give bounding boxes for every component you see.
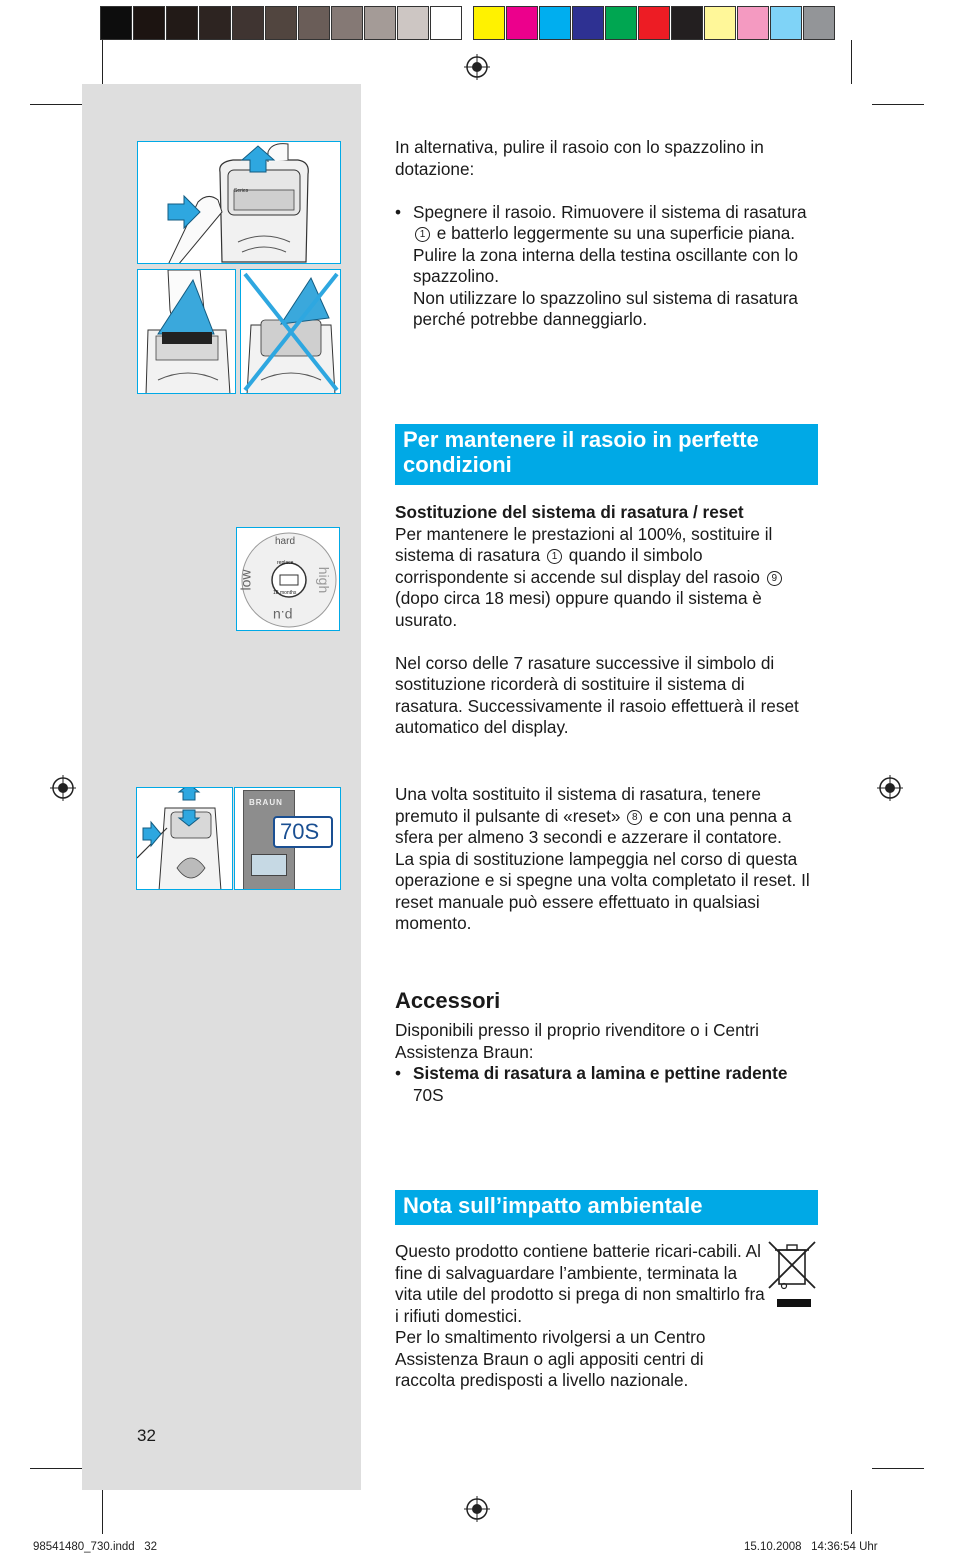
dial-label-months: 18 months: [273, 590, 297, 596]
page-number: 32: [137, 1426, 156, 1445]
dial-label-pu: p.u: [273, 608, 293, 624]
product-code: 70S: [280, 819, 320, 844]
brand-logo: BRAUN: [249, 798, 283, 807]
crop-mark: [872, 1468, 924, 1469]
color-swatch: [298, 6, 330, 40]
crop-mark: [872, 104, 924, 105]
dial-label-low: low: [237, 569, 254, 591]
crop-mark: [102, 40, 103, 84]
crop-mark: [30, 104, 82, 105]
paragraph: Disponibili presso il proprio rivenditore o i Centri Assistenza Braun:: [395, 1020, 759, 1062]
section-title: Nota sull’impatto ambientale: [403, 1193, 703, 1218]
crop-mark: [30, 1468, 82, 1469]
section-title: Accessori: [395, 988, 501, 1013]
crop-mark: [851, 1490, 852, 1534]
circled-number-icon: 1: [415, 227, 430, 242]
paragraph: Questo prodotto contiene batterie ricari-cabili. Al fine di salvaguardare l’ambiente, terminata la vita utile del prodotto si prega di non smaltirlo fra i rifiuti domestici.: [395, 1241, 765, 1326]
dial-label-replace: replace: [277, 560, 294, 566]
section-environment: [395, 1241, 765, 1392]
bullet-text: e batterlo leggermente su una superficie piana. Pulire la zona interna della testina oscillante con lo spazzolino.: [413, 223, 799, 286]
paragraph: Per lo smaltimento rivolgersi a un Centro Assistenza Braun o agli appositi centri di raccolta predisposti a livello nazionale.: [395, 1327, 706, 1390]
paragraph-text: (dopo circa 18 mesi) oppure quando il sistema è usurato.: [395, 588, 762, 630]
color-swatch: [770, 6, 802, 40]
printer-color-bar: [100, 6, 836, 42]
section-accessories: [395, 986, 817, 1106]
package-foil: [251, 854, 287, 876]
reset-illustration: [137, 788, 233, 890]
crop-mark: [851, 40, 852, 84]
crossed-brush-illustration: [241, 270, 341, 394]
color-swatch: [473, 6, 505, 40]
color-swatch: [265, 6, 297, 40]
registration-mark-icon: [464, 54, 490, 80]
crossed-bin-icon: [767, 1240, 817, 1312]
color-swatch: [199, 6, 231, 40]
color-swatch: [605, 6, 637, 40]
color-swatch: [364, 6, 396, 40]
figure-brush-clean: [137, 269, 236, 394]
registration-mark-icon: [464, 1496, 490, 1522]
color-swatch: [331, 6, 363, 40]
color-swatch: [232, 6, 264, 40]
subheading: Sostituzione del sistema di rasatura / reset: [395, 502, 744, 522]
color-swatch: [100, 6, 132, 40]
color-swatch: [539, 6, 571, 40]
color-bar-gap: [463, 6, 473, 42]
section-replacement: [395, 502, 817, 739]
section-heading-bar: [395, 1190, 818, 1225]
color-swatch: [133, 6, 165, 40]
figure-brush-forbidden: [240, 269, 341, 394]
color-swatch: [506, 6, 538, 40]
paragraph-text: Una volta sostituito il sistema di rasatura, tenere premuto il pulsante di «reset»: [395, 784, 761, 826]
color-swatch: [704, 6, 736, 40]
circled-number-icon: 8: [627, 810, 642, 825]
intro-paragraph: In alternativa, pulire il rasoio con lo spazzolino in dotazione:: [395, 137, 764, 179]
dial-label-hard: hard: [275, 536, 296, 547]
color-swatch: [671, 6, 703, 40]
figure-reset-button: [136, 787, 233, 890]
list-item: [395, 202, 817, 331]
figure-replace-display: [236, 527, 340, 631]
section-reset: [395, 784, 817, 935]
figure-product-package: [234, 787, 341, 890]
circled-number-icon: 9: [767, 571, 782, 586]
circled-number-icon: 1: [547, 549, 562, 564]
figure-remove-head: [137, 141, 341, 264]
paragraph: [395, 784, 817, 849]
color-swatch: [803, 6, 835, 40]
color-swatch: [166, 6, 198, 40]
series-label: Series: [234, 188, 249, 194]
footer-file: 98541480_730.indd 32: [33, 1541, 158, 1553]
color-swatch: [737, 6, 769, 40]
bullet-warning: Non utilizzare lo spazzolino sul sistema di rasatura perché potrebbe danneggiarlo.: [413, 287, 798, 329]
paragraph: [395, 524, 817, 632]
paragraph: Nel corso delle 7 rasature successive il simbolo di sostituzione ricorderà di sostituire il sistema di rasatura. Successivamente il rasoio effettuerà il reset automatico del display.: [395, 652, 799, 737]
color-swatch: [572, 6, 604, 40]
bullet-bold: Sistema di rasatura a lamina e pettine radente: [413, 1063, 788, 1083]
section-brush-cleaning: [395, 137, 817, 331]
shaver-head-illustration: [138, 142, 341, 264]
paragraph-text: quando il simbolo corrispondente si accende sul display del rasoio: [395, 545, 760, 587]
footer-date: 15.10.2008 14:36:54 Uhr: [744, 1541, 878, 1553]
paragraph-text: Per mantenere le prestazioni al 100%, sostituire il sistema di rasatura: [395, 523, 773, 565]
color-swatch: [430, 6, 462, 40]
list-item: [395, 1063, 817, 1106]
registration-mark-icon: [50, 775, 76, 801]
paragraph-text: e con una penna a sfera per almeno 3 secondi e azzerare il contatore.: [395, 805, 792, 847]
crop-mark: [102, 1490, 103, 1534]
bullet-text: 70S: [413, 1084, 444, 1105]
color-swatch: [638, 6, 670, 40]
paragraph: La spia di sostituzione lampeggia nel corso di questa operazione e si spegne una volta completato il reset. Il reset manuale può essere effettuato in qualsiasi momento.: [395, 848, 810, 933]
dial-label-high: high: [316, 566, 333, 594]
section-title: Per mantenere il rasoio in perfette condizioni: [403, 427, 759, 477]
section-heading-bar: [395, 424, 818, 485]
bullet-text: Spegnere il rasoio. Rimuovere il sistema di rasatura: [413, 201, 807, 222]
brush-cleaning-illustration: [138, 270, 236, 394]
color-swatch: [397, 6, 429, 40]
registration-mark-icon: [877, 775, 903, 801]
